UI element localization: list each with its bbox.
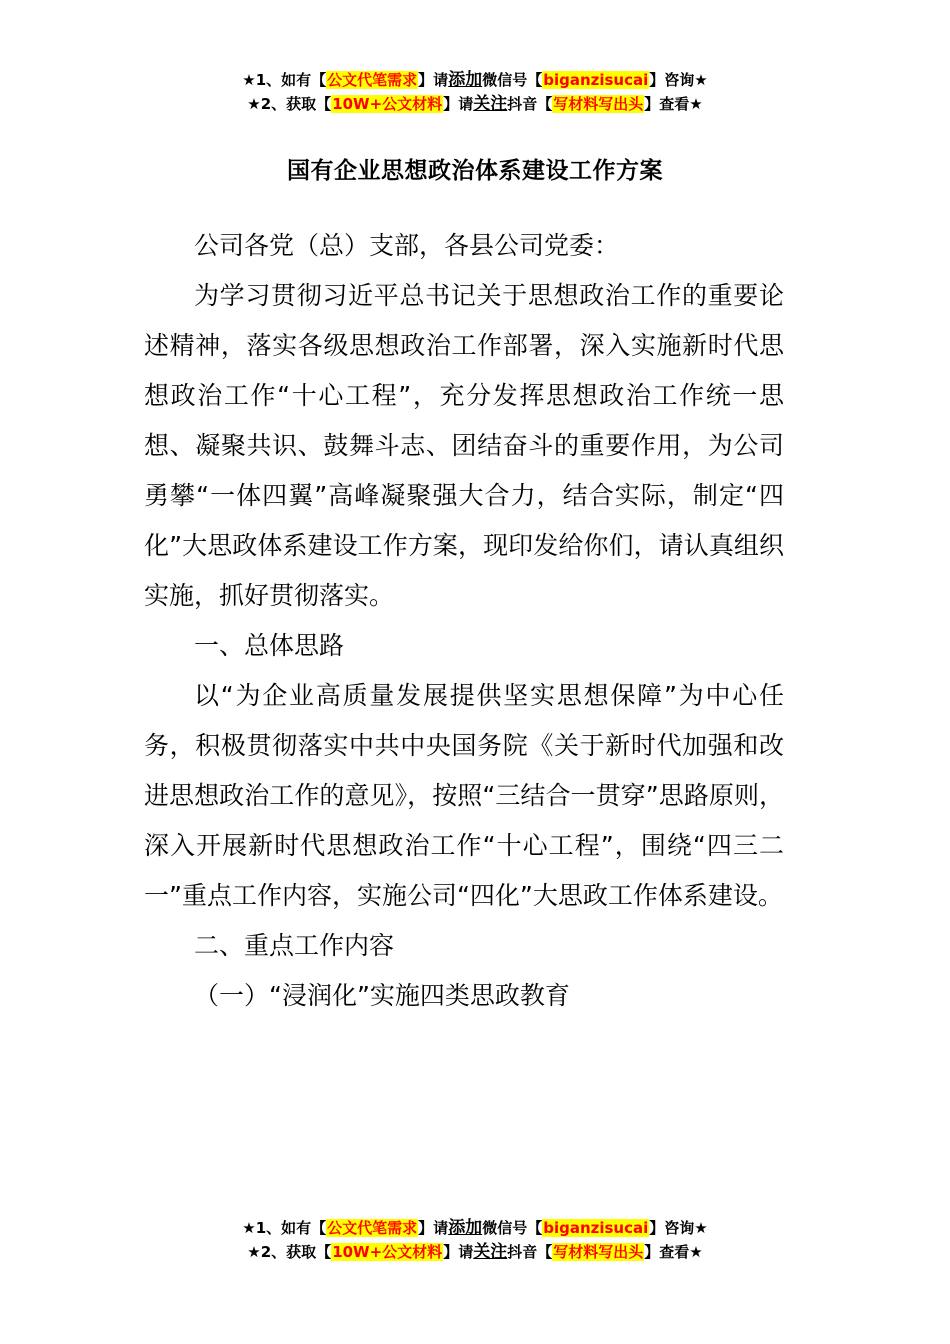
paragraph-intro: 为学习贯彻习近平总书记关于思想政治工作的重要论述精神，落实各级思想政治工作部署，深入实施新时代思想政治工作“十心工程”，充分发挥思想政治工作统一思想、凝聚共识、鼓舞斗志、团结奋斗的重要作用，为公司勇攀“一体四翼”高峰凝聚强大合力，结合实际，制定“四化”大思政体系建设工作方案，现印发给你们，请认真组织实施，抓好贯彻落实。 [144, 281, 784, 610]
banner-text: 微信号【 [482, 71, 543, 89]
banner-emphasis: 添加 [448, 70, 483, 90]
banner-highlight: biganzisucai [543, 1219, 649, 1237]
footer-banner [0, 1216, 950, 1264]
document-body [144, 221, 784, 1021]
banner-highlight: 10W+公文材料 [332, 1243, 443, 1261]
subsection-heading-1: （一）“浸润化”实施四类思政教育 [194, 981, 570, 1010]
banner-highlight: 公文代笔需求 [327, 71, 418, 89]
banner-highlight: 写材料写出头 [553, 95, 644, 113]
banner-text: 】请 [443, 1243, 474, 1261]
banner-text: 】请 [443, 95, 474, 113]
banner-text: ★2、获取【 [247, 95, 332, 113]
banner-highlight: 写材料写出头 [553, 1243, 644, 1261]
banner-emphasis: 添加 [448, 1218, 483, 1238]
banner-emphasis: 关注 [473, 94, 508, 114]
banner-text: ★1、如有【 [242, 71, 327, 89]
banner-text: 】查看★ [644, 1243, 703, 1261]
banner-highlight: biganzisucai [543, 71, 649, 89]
banner-line-1 [0, 1216, 950, 1240]
banner-text: 抖音【 [507, 1243, 553, 1261]
banner-text: 微信号【 [482, 1219, 543, 1237]
document-title: 国有企业思想政治体系建设工作方案 [287, 158, 663, 184]
banner-text: 】咨询★ [649, 71, 708, 89]
paragraph-overall-approach: 以“为企业高质量发展提供坚实思想保障”为中心任务，积极贯彻落实中共中央国务院《关于新时代加强和改进思想政治工作的意见》，按照“三结合一贯穿”思路原则，深入开展新时代思想政治工作“十心工程”，围绕“四三二一”重点工作内容，实施公司“四化”大思政工作体系建设。 [144, 681, 784, 910]
banner-text: 】查看★ [644, 95, 703, 113]
header-banner [0, 68, 950, 116]
banner-line-2 [0, 1240, 950, 1264]
section-heading-1: 一、总体思路 [194, 631, 345, 660]
banner-text: ★2、获取【 [247, 1243, 332, 1261]
banner-text: ★1、如有【 [242, 1219, 327, 1237]
banner-text: 抖音【 [507, 95, 553, 113]
banner-emphasis: 关注 [473, 1242, 508, 1262]
section-heading-2: 二、重点工作内容 [194, 931, 395, 960]
salutation: 公司各党（总）支部，各县公司党委： [194, 231, 620, 260]
banner-text: 】请 [418, 71, 449, 89]
banner-line-2 [0, 92, 950, 116]
banner-text: 】咨询★ [649, 1219, 708, 1237]
banner-line-1 [0, 68, 950, 92]
banner-text: 】请 [418, 1219, 449, 1237]
banner-highlight: 公文代笔需求 [327, 1219, 418, 1237]
banner-highlight: 10W+公文材料 [332, 95, 443, 113]
